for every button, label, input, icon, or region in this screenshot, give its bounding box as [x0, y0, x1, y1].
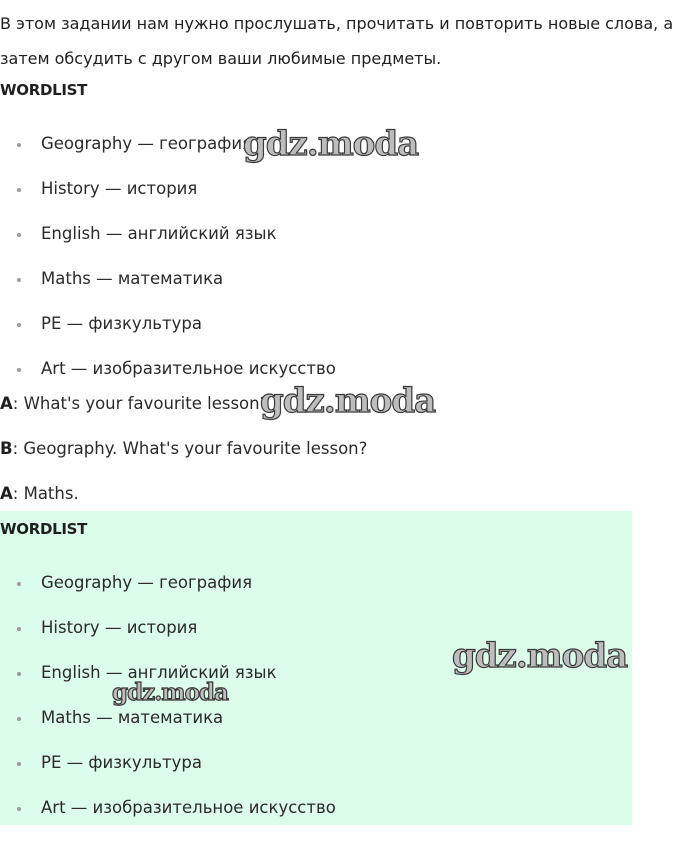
bullet-icon: [17, 143, 21, 147]
dialogue-line: [0, 484, 79, 504]
list-item: PE — физкультура: [0, 314, 336, 359]
watermark: gdz.moda: [260, 381, 436, 421]
bullet-icon: [17, 672, 21, 676]
watermark: gdz.moda: [112, 679, 228, 706]
wordlist-heading: WORDLIST: [0, 520, 88, 538]
list-item: Geography — география: [0, 573, 336, 618]
bullet-icon: [17, 807, 21, 811]
bullet-icon: [17, 233, 21, 237]
bullet-icon: [17, 762, 21, 766]
speaker-label: A: [0, 394, 13, 413]
bullet-icon: [17, 278, 21, 282]
watermark: gdz.moda: [243, 124, 419, 164]
dialogue-text: : What's your favourite lesson?: [12, 394, 269, 413]
bullet-icon: [17, 188, 21, 192]
list-item: Maths — математика: [0, 708, 336, 753]
dialogue-text: : Maths.: [12, 484, 79, 503]
bullet-icon: [17, 582, 21, 586]
bullet-icon: [17, 627, 21, 631]
wordlist-heading: WORDLIST: [0, 81, 88, 99]
list-item: Art — изобразительное искусство: [0, 798, 336, 843]
bullet-icon: [17, 323, 21, 327]
watermark: gdz.moda: [452, 636, 628, 676]
dialogue-line: [0, 439, 367, 459]
dialogue-line: [0, 394, 268, 414]
dialogue-text: : Geography. What's your favourite lesson?: [12, 439, 368, 458]
wordlist: [0, 134, 336, 404]
bullet-icon: [17, 368, 21, 372]
list-item: History — история: [0, 179, 336, 224]
intro-text: В этом задании нам нужно прослушать, прочитать и повторить новые слова, а затем обсудить с другом ваши любимые предметы.: [0, 14, 674, 68]
speaker-label: B: [0, 439, 13, 458]
speaker-label: A: [0, 484, 13, 503]
wordlist: [0, 573, 336, 843]
bullet-icon: [17, 717, 21, 721]
list-item: History — история: [0, 618, 336, 663]
list-item: English — английский язык: [0, 663, 336, 708]
list-item: Maths — математика: [0, 269, 336, 314]
list-item: Geography — география: [0, 134, 336, 179]
list-item: Art — изобразительное искусство: [0, 359, 336, 404]
list-item: PE — физкультура: [0, 753, 336, 798]
list-item: English — английский язык: [0, 224, 336, 269]
